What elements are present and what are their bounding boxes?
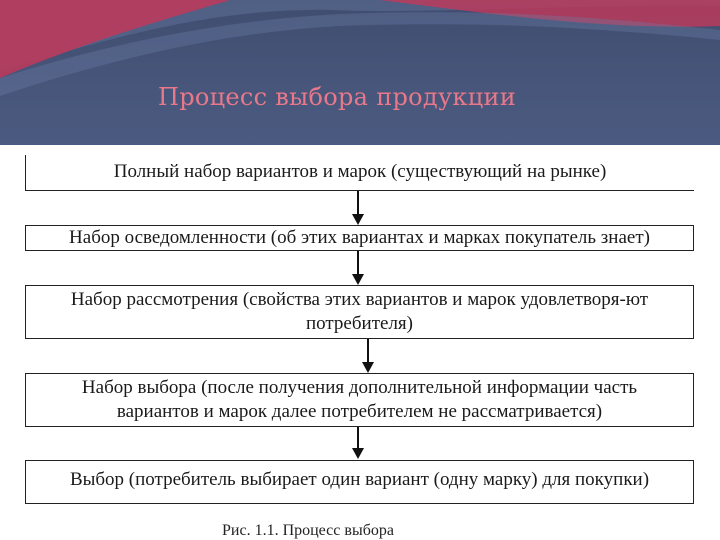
figure-caption: Рис. 1.1. Процесс выбора [222, 522, 394, 539]
step-box-3 [25, 285, 694, 339]
step-text-2: Набор осведомленности (об этих вариантах и марках покупатель знает) [69, 227, 650, 248]
header-decoration [0, 0, 720, 145]
step-text-1: Полный набор вариантов и марок (существующий на рынке) [113, 161, 607, 182]
step-box-5 [25, 460, 694, 504]
step-box-2 [25, 225, 694, 251]
step-box-4 [25, 373, 694, 427]
step-text-5: Выбор (потребитель выбирает один вариант (одну марку) для покупки) [69, 469, 650, 490]
step-text-4: Набор выбора (после получения дополнительной информации часть вариантов и марок далее потребителем не рассматривается) [81, 377, 638, 422]
step-text-3: Набор рассмотрения (свойства этих вариантов и марок удовлетворя-ют потребителя) [70, 289, 649, 334]
slide-title: Процесс выбора продукции [158, 83, 517, 111]
step-box-1 [25, 155, 694, 191]
slide-header [0, 0, 720, 145]
